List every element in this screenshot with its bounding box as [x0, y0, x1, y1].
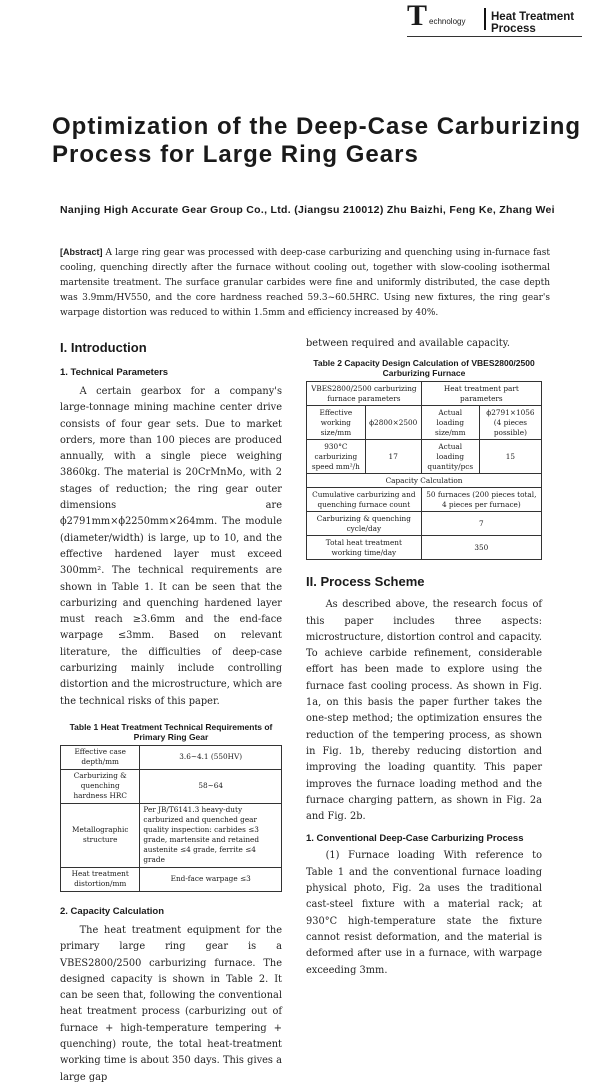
subheading-technical-parameters: 1. Technical Parameters [60, 367, 169, 378]
abstract-text: A large ring gear was processed with deep-case carburizing and quenching using in-furnace fast cooling, quenching directly after the furnace without cooling out, together with slow-cooling isothermal martensite treatment. The surface granular carbides were fine and uniformly distributed, the case depth was 3.9mm/HV550, and the core hardness reached 59.3~60.5HRC. Using new fixtures, the ring gear's warpage distortion was reduced to within 1.5mm and efficiency increased by 40%. [60, 248, 550, 318]
table1-caption: Table 1 Heat Treatment Technical Requirements of Primary Ring Gear [69, 721, 273, 742]
table-cell: 7 [421, 512, 541, 536]
journal-header [407, 0, 582, 40]
article-authors: Nanjing High Accurate Gear Group Co., Ltd. (Jiangsu 210012) Zhu Baizhi, Feng Ke, Zhang Wei [60, 204, 555, 216]
journal-logo-letter: T [407, 0, 428, 32]
table-cell: Effective working size/mm [307, 406, 366, 440]
right-column [306, 340, 542, 979]
table-row [307, 512, 542, 536]
table-cell: Total heat treatment working time/day [307, 536, 422, 560]
table-row [307, 406, 542, 440]
table-row [307, 536, 542, 560]
table-row [307, 440, 542, 474]
table-cell: 17 [365, 440, 421, 474]
abstract-label: [Abstract] [60, 247, 103, 257]
table-cell: Actual loading quantity/pcs [421, 440, 479, 474]
journal-logo-word: echnology [429, 17, 466, 26]
table1 [60, 745, 282, 892]
table-cell: Effective case depth/mm [61, 745, 140, 769]
table-cell: Heat treatment part parameters [421, 382, 541, 406]
table-cell: 15 [479, 440, 541, 474]
table-cell: Per JB/T6141.3 heavy-duty carburized and quenched gear quality inspection: carbides ≤3 grade, martensite and retained austenite ≤4 grade, ferrite ≤4 grade [140, 803, 282, 867]
subheading-capacity-calculation: 2. Capacity Calculation [60, 905, 165, 917]
table-cell: ϕ2800×2500 [365, 406, 421, 440]
table-row [307, 382, 542, 406]
paragraph-continuation: between required and available capacity. [306, 338, 510, 349]
table-cell: 3.6~4.1 (550HV) [140, 745, 282, 769]
section-heading-introduction: I. Introduction [60, 340, 147, 355]
table-row [307, 474, 542, 488]
table-cell: Cumulative carburizing and quenching furnace count [307, 488, 422, 512]
section-heading-process-scheme: II. Process Scheme [306, 574, 425, 590]
table-row [61, 745, 282, 769]
table-row [61, 769, 282, 803]
paragraph-process-scheme: As described above, the research focus of this paper includes three aspects: microstructure, distortion control and capacity. To achieve carbide refinement, considerable effort has been made to explore using the furnace fast cooling process. As shown in Fig. 1a, on this basis the paper further takes the one-step method; the optimization ensures the reduction of the tempering process, as shown in Fig. 1b, thereby reducing distortion and improving the loading quantity. This paper improves the furnace loading method and the furnace charging pattern, as shown in Fig. 2a and Fig. 2b. [306, 599, 542, 823]
table-cell: Capacity Calculation [307, 474, 542, 488]
table-cell: End-face warpage ≤3 [140, 867, 282, 891]
section-name: Heat Treatment Process [491, 11, 575, 35]
table-cell: Metallographic structure [61, 803, 140, 867]
table-cell: 50 furnaces (200 pieces total, 4 pieces per furnace) [421, 488, 541, 512]
left-column [60, 340, 282, 1086]
header-divider [484, 8, 486, 30]
abstract [60, 245, 550, 321]
article-title: Optimization of the Deep-Case Carburizing Process for Large Ring Gears [52, 113, 582, 168]
table2 [306, 381, 542, 560]
table-cell: Carburizing & quenching hardness HRC [61, 769, 140, 803]
table-cell: Heat treatment distortion/mm [61, 867, 140, 891]
table-row [61, 867, 282, 891]
paragraph-furnace-loading: (1) Furnace loading With reference to Table 1 and the conventional furnace loading physical photo, Fig. 2a uses the traditional cast-steel fixture with a material rack; at 930°C high-temperature state the fixture cannot resist deformation, and the material is deformed after use in a furnace, with warpage exceeding 3mm. [306, 850, 542, 976]
table-cell: Carburizing & quenching cycle/day [307, 512, 422, 536]
table-row [61, 803, 282, 867]
table-cell: 930°C carburizing speed mm²/h [307, 440, 366, 474]
table-row [307, 488, 542, 512]
table-cell: VBES2800/2500 carburizing furnace parameters [307, 382, 422, 406]
table-cell: 58~64 [140, 769, 282, 803]
paragraph-introduction: A certain gearbox for a company's large-tonnage mining machine center drive consists of four gear sets. Due to market orders, more than 100 pieces are produced annually, with a single piece weighing 3860kg. The material is 20CrMnMo, with 2 stages of reduction; the ring gear outer dimensions are ϕ2791mm×ϕ2250mm×264mm. The module (diameter/width) is large, up to 10, and the effective hardened layer must exceed 300mm². The technical requirements are shown in Table 1. It can be seen that the carburizing and quenching hardened layer must reach ≥3.6mm and the end-face warpage ≤3mm. Based on relevant literature, the difficulties of deep-case carburizing mainly include controlling distortion and the microstructure, which are the technical risks of this paper. [60, 386, 282, 707]
table-cell: ϕ2791×1056 (4 pieces possible) [479, 406, 541, 440]
table2-caption: Table 2 Capacity Design Calculation of VBES2800/2500 Carburizing Furnace [313, 358, 535, 379]
header-rule [407, 36, 582, 37]
table-cell: 350 [421, 536, 541, 560]
table-cell: Actual loading size/mm [421, 406, 479, 440]
subheading-conventional-process: 1. Conventional Deep-Case Carburizing Process [306, 833, 524, 845]
paragraph-capacity: The heat treatment equipment for the primary large ring gear is a VBES2800/2500 carburizing furnace. The designed capacity is shown in Table 2. It can be seen that, following the conventional heat treatment process (carburizing out of furnace + high-temperature tempering + quenching) route, the total heat-treatment working time is about 350 days. This gives a large gap [60, 924, 282, 1083]
